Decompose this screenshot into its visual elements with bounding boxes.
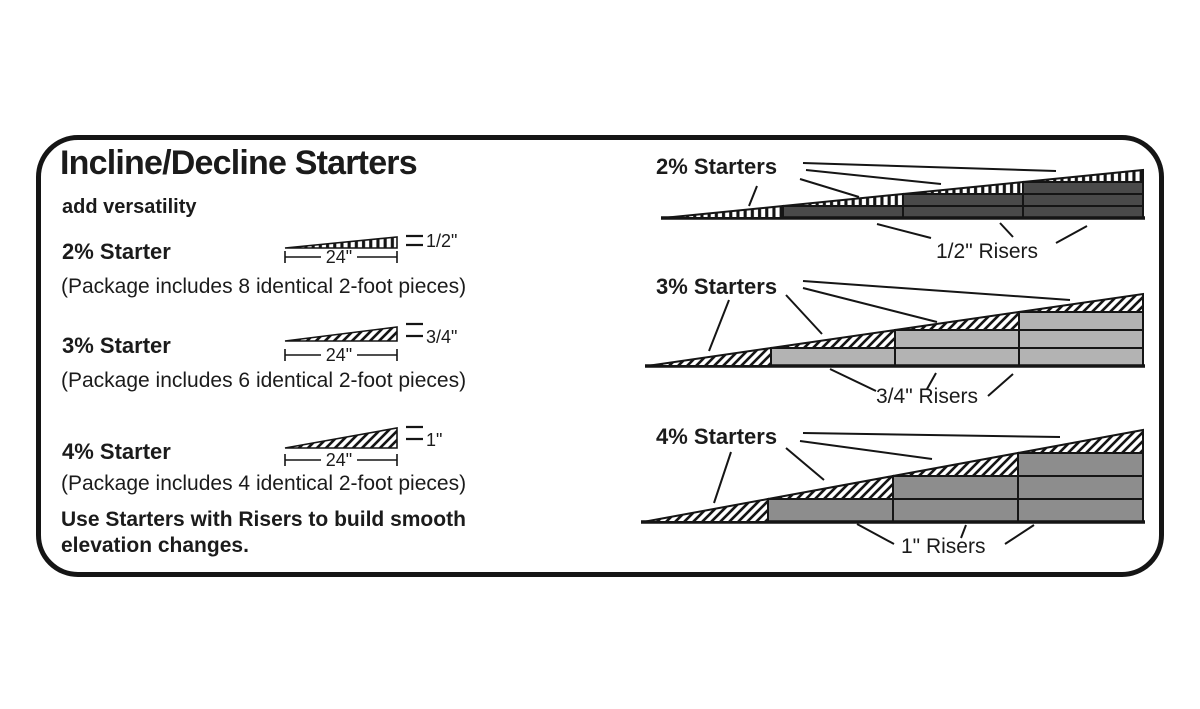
diagram-4pct-title: 4% Starters [656,424,778,449]
starter-3pct-package: (Package includes 6 identical 2-foot pieces) [61,369,467,392]
riser-block [903,194,1023,206]
starter-wedge [1023,170,1143,182]
riser-block [895,348,1019,366]
starter-3pct-length-label: 24" [325,345,353,365]
starter-wedge [903,182,1023,194]
starter-wedge [643,499,768,522]
starter-3pct-rise-label: 3/4" [426,327,458,347]
starter-wedge [768,476,893,499]
starter-2pct-rise-label: 1/2" [426,231,458,251]
starter-2pct-length-label: 24" [325,247,353,267]
starter-3pct-name: 3% Starter [62,333,171,358]
starter-4pct-name: 4% Starter [62,439,171,464]
rise-marker [406,427,423,439]
rise-marker [406,324,423,336]
starter-wedge [895,312,1019,330]
riser-block [1019,312,1143,330]
riser-block [1018,453,1143,476]
starter-wedge [285,428,397,448]
riser-block [768,499,893,522]
page-title: Incline/Decline Starters [60,144,417,182]
riser-block [903,206,1023,218]
riser-block [1023,194,1143,206]
riser-block [1023,206,1143,218]
riser-block [783,206,903,218]
riser-block [771,348,895,366]
starter-4pct-package: (Package includes 4 identical 2-foot pieces) [61,472,467,495]
starter-wedge [771,330,895,348]
starter-wedge [783,194,903,206]
riser-block [893,476,1018,499]
diagram-2pct-risers-label: 1/2" Risers [936,240,1038,263]
diagram-3pct-risers-label: 3/4" Risers [876,385,978,408]
riser-block [895,330,1019,348]
riser-block [1019,348,1143,366]
rise-marker [406,236,423,245]
starter-2pct-name: 2% Starter [62,239,171,264]
diagram-3pct-title: 3% Starters [656,274,778,299]
riser-block [893,499,1018,522]
riser-block [1019,330,1143,348]
starter-wedge [1018,430,1143,453]
usage-note: Use Starters with Risers to build smooth elevation changes. [61,508,466,557]
riser-stacks [768,453,1143,522]
riser-block [1023,182,1143,194]
starter-wedge [285,327,397,341]
starter-4pct-length-label: 24" [325,450,353,470]
diagram-4pct-risers-label: 1" Risers [901,535,986,558]
diagram-2pct-title: 2% Starters [656,154,778,179]
starter-2pct-package: (Package includes 8 identical 2-foot pieces) [61,275,467,298]
page-subtitle: add versatility [62,196,197,218]
riser-block [1018,499,1143,522]
riser-block [1018,476,1143,499]
starter-wedge [663,206,783,218]
starter-4pct-rise-label: 1" [426,430,443,450]
